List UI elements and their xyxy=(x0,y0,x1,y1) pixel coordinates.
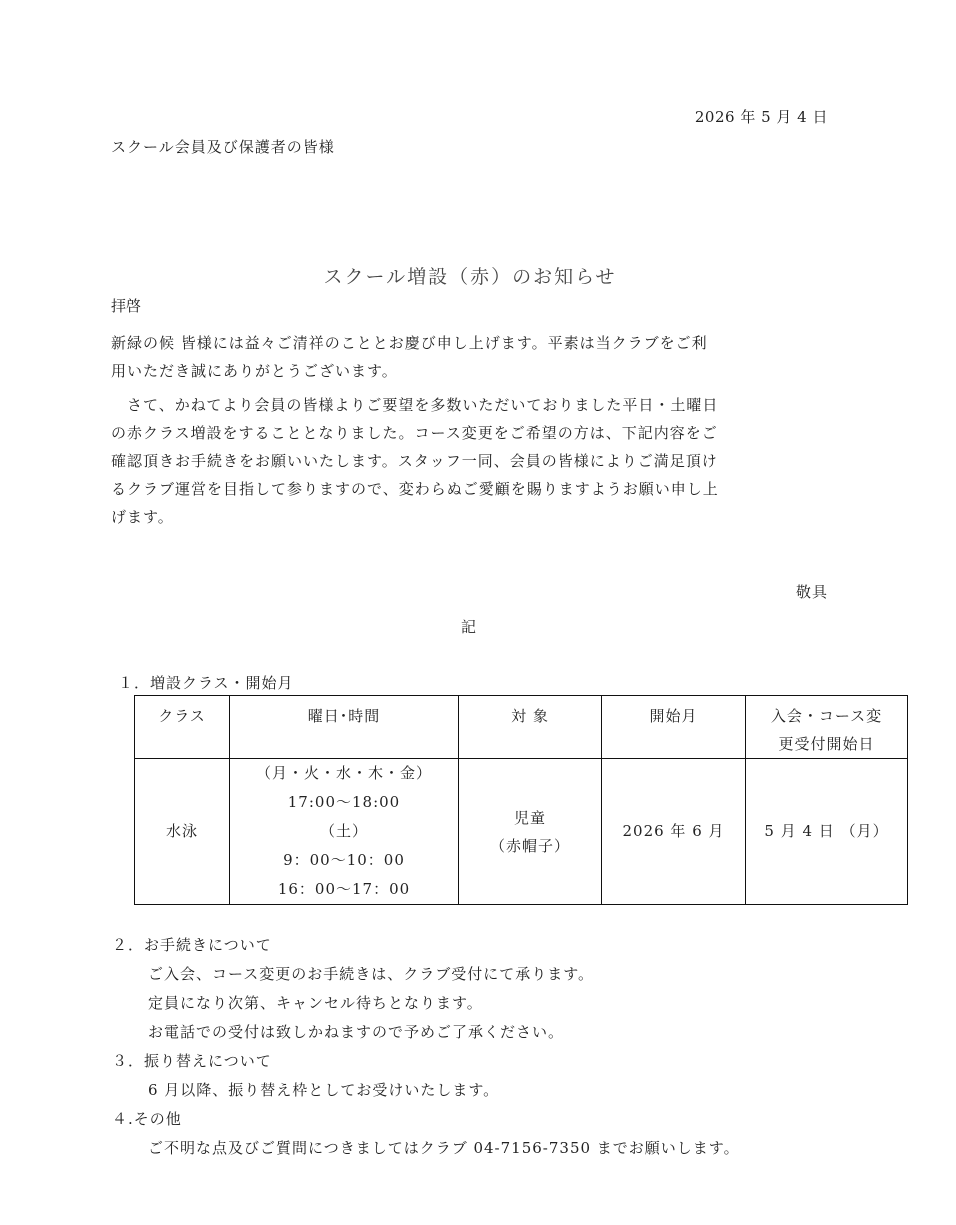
cell-start-month: 2026 年 6 月 xyxy=(602,759,746,905)
header-reception-line: 更受付開始日 xyxy=(778,735,875,753)
cell-reception-start: 5 月 4 日 （月） xyxy=(746,759,908,905)
salutation: 拝啓 xyxy=(111,297,142,315)
header-class: クラス xyxy=(135,696,230,759)
body-line: るクラブ運営を目指して参りますので、変わらぬご愛顧を賜りますようお願い申し上 xyxy=(111,480,719,498)
table-header-row xyxy=(135,696,908,759)
section3-line: 6 月以降、振り替え枠としてお受けいたします。 xyxy=(148,1081,500,1099)
section4-heading: ４.その他 xyxy=(112,1110,182,1128)
section2-line: ご入会、コース変更のお手続きは、クラブ受付にて承ります。 xyxy=(148,965,595,983)
section2-heading: ２．お手続きについて xyxy=(112,936,272,954)
days-time-line: 16：00～17：00 xyxy=(277,880,411,898)
section4-line: ご不明な点及びご質問につきましてはクラブ 04-7156-7350 までお願いします。 xyxy=(148,1139,740,1157)
ki-marker: 記 xyxy=(461,618,477,636)
closing-remark: 敬具 xyxy=(795,583,828,601)
section1-heading: １．増設クラス・開始月 xyxy=(118,674,294,692)
cell-days-time xyxy=(230,759,459,905)
body-line: 確認頂きお手続きをお願いいたします。スタッフ一同、会員の皆様によりご満足頂け xyxy=(111,452,718,470)
notes-sections xyxy=(112,931,740,1163)
body-paragraphs xyxy=(111,329,831,531)
header-days-time: 曜日･時間 xyxy=(230,696,459,759)
target-line: 児童 xyxy=(513,808,546,827)
body-line: さて、かねてより会員の皆様よりご要望を多数いただいておりました平日・土曜日 xyxy=(111,396,719,414)
recipient-line: スクール会員及び保護者の皆様 xyxy=(111,138,335,156)
header-reception-line: 入会・コース変 xyxy=(770,707,883,725)
days-time-line: 9：00～10：00 xyxy=(283,851,405,869)
document-date: 2026 年 5 月 4 日 xyxy=(694,108,828,126)
days-time-line: （土） xyxy=(319,822,368,840)
table-row xyxy=(135,759,908,905)
body-line: 新緑の候 皆様には益々ご清祥のこととお慶び申し上げます。平素は当クラブをご利 xyxy=(111,334,708,352)
body-line: の赤クラス増設をすることとなりました。コース変更をご希望の方は、下記内容をご xyxy=(111,424,718,442)
header-target: 対 象 xyxy=(459,696,602,759)
class-schedule-table xyxy=(134,695,908,905)
days-time-line: （月・火・水・木・金） xyxy=(255,764,432,782)
cell-class: 水泳 xyxy=(135,759,230,905)
section3-heading: ３．振り替えについて xyxy=(112,1052,272,1070)
header-start-month: 開始月 xyxy=(602,696,746,759)
body-line: げます。 xyxy=(111,508,174,526)
header-reception-start xyxy=(746,696,908,759)
section2-line: 定員になり次第、キャンセル待ちとなります。 xyxy=(148,994,483,1012)
document-title: スクール増設（赤）のお知らせ xyxy=(323,266,617,288)
days-time-line: 17:00～18:00 xyxy=(287,793,401,811)
cell-target xyxy=(459,759,602,905)
body-line: 用いただき誠にありがとうございます。 xyxy=(111,362,398,380)
target-line: （赤帽子） xyxy=(489,836,570,855)
section2-line: お電話での受付は致しかねますので予めご了承ください。 xyxy=(148,1023,565,1041)
